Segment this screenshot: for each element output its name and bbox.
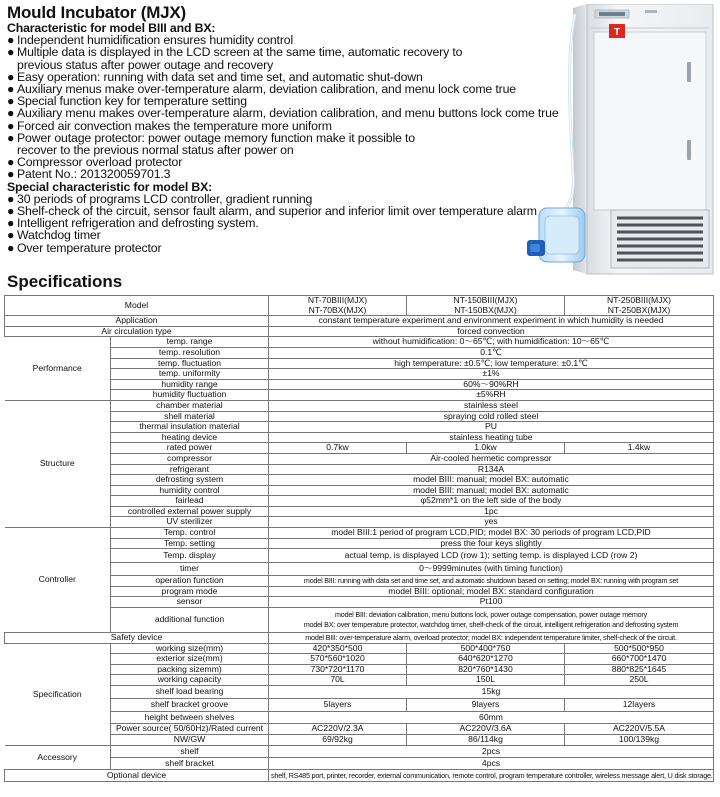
feature-text: Over temperature protector [17,240,162,255]
row-label: temp. resolution [111,347,269,358]
row-value: 86/114kg [407,735,565,746]
model-name: NT-70BX(MJX) [308,304,367,315]
row-label: temp. uniformity [111,369,269,380]
row-label: Temp. control [111,528,269,539]
table-row [5,586,714,597]
table-row [5,432,714,443]
group-label-performance: Performance [5,337,111,401]
feature-text: Compressor overload protector [17,155,183,170]
model-cell-1 [269,296,407,316]
model-name: NT-150BIII(MJX) [453,295,518,305]
row-value: 5layers [269,699,407,712]
feature-text: Watchdog timer [17,228,101,243]
row-label: program mode [111,586,269,597]
row-label: working size(mm) [111,643,269,654]
table-row [5,485,714,496]
table-row [5,686,714,699]
row-value: 70L [269,675,407,686]
row-label: fairlead [111,496,269,507]
bullet-icon: ● [7,191,15,206]
specifications-heading: Specifications [7,272,123,291]
row-value: high temperature: ±0.5℃; low temperature: ±0.1℃ [269,358,714,369]
row-label: operation function [111,576,269,587]
row-value: model BIII: running with data set and time set, and automatic shutdown based on setting; model BX: running with program set [269,576,714,587]
row-label: temp. range [111,337,269,348]
row-label: defrosting system [111,475,269,486]
feature-text: Power outage protector: power outage memory function make it possible to [17,130,415,145]
row-value: 60%～90%RH [269,379,714,390]
additional-function-line: model BIII: deviation calibration, menu buttons lock, power outage compensation, power outage memory [334,610,647,620]
row-value: 0.7kw [269,443,407,454]
table-row [5,758,714,770]
model-cell-2 [407,296,565,316]
table-row [5,712,714,724]
table-row [5,411,714,422]
row-value: 15kg [269,686,714,699]
row-label: UV sterilizer [111,517,269,528]
row-value: AC220V/3.6A [407,724,565,735]
model-cell-3 [565,296,714,316]
row-value: 9layers [407,699,565,712]
row-value: model BIII: over-temperature alarm, overload protector; model BX: independent temperature limiter, shelf-check of the circuit. [269,633,714,644]
feature-text: 30 periods of programs LCD controller, gradient running [17,191,313,206]
row-value: Air-cooled hermetic compressor [269,453,714,464]
brand-logo-mark: T [613,27,621,38]
row-value: 420*350*500 [269,643,407,654]
model-name: NT-250BX(MJX) [607,304,671,315]
table-row [5,654,714,665]
table-row [5,347,714,358]
row-value: 880*825*1645 [565,664,714,675]
row-label: packing sizemm) [111,664,269,675]
table-row [5,735,714,746]
table-row [5,633,714,644]
row-value: without humidification: 0～65℃; with humidification: 10～65℃ [269,337,714,348]
row-label: exterior size(mm) [111,654,269,665]
bullet-icon: ● [7,69,15,84]
feature-text: Special function key for temperature setting [17,94,247,109]
row-label: height between shelves [111,712,269,724]
row-value: 820*760*1430 [407,664,565,675]
row-label: Safety device [5,633,269,644]
feature-text: previous status after power outage and recovery [17,57,274,72]
product-description [0,0,720,270]
row-value: 660*700*1470 [565,654,714,665]
row-label: heating device [111,432,269,443]
row-label: Temp. display [111,549,269,563]
bullet-icon: ● [7,240,15,255]
bullet-icon: ● [7,216,15,231]
row-label: Optional device [5,770,269,782]
row-value: stainless heating tube [269,432,714,443]
row-value: forced convection [269,326,714,337]
row-value [269,608,714,633]
row-value: model BIII: manual; model BX: automatic [269,485,714,496]
row-value: yes [269,517,714,528]
table-row [5,517,714,528]
bullet-icon: ● [7,94,15,109]
row-value: spraying cold rolled steel [269,411,714,422]
table-row [5,422,714,433]
table-row [5,770,714,782]
bullet-icon: ● [7,118,15,133]
feature-text: Independent humidification ensures humidity control [17,33,294,48]
table-row [5,464,714,475]
table-row [5,475,714,486]
bullet-icon: ● [7,204,15,219]
bullet-icon: ● [7,106,15,121]
bullet-icon: ● [7,33,15,48]
row-value: 500*400*750 [407,643,565,654]
table-row [5,746,714,758]
row-label: thermal insulation material [111,422,269,433]
group-label-specification: Specification [5,643,111,745]
row-value: 1.4kw [565,443,714,454]
table-row [5,664,714,675]
feature-text: Multiple data is displayed in the LCD screen at the same time, automatic recovery to [17,45,463,60]
row-label: humidity range [111,379,269,390]
row-value: 69/92kg [269,735,407,746]
additional-function-line: model BX: over temperature protector, watchdog timer, shelf-check of the circuit, intelligent refrigeration and defrosting system [303,620,679,630]
row-value: 12layers [565,699,714,712]
feature-text: Intelligent refrigeration and defrosting system. [17,216,259,231]
table-row [5,699,714,712]
row-label: rated power [111,443,269,454]
table-row [5,724,714,735]
row-value: 60mm [269,712,714,724]
row-value: model BIII:1 period of program LCD,PID; model BX: 30 periods of program LCD,PID [269,528,714,539]
bullet-icon: ● [7,45,15,60]
row-value: φ52mm*1 on the left side of the body [269,496,714,507]
table-row [5,528,714,539]
row-label: chamber material [111,400,269,411]
feature-list [7,22,567,254]
row-value: Pt100 [269,597,714,608]
feature-heading: Special characteristic for model BX: [7,179,213,194]
row-value: 570*560*1020 [269,654,407,665]
row-label: Application [5,316,269,327]
row-value: model BIII: optional; model BX: standard configuration [269,586,714,597]
row-value: shelf, RS485 port, printer, recorder, external communication, remote control, program temperature controller, wireless message alert, U disk storage. [269,770,714,782]
table-row [5,597,714,608]
row-value: model BIII: manual; model BX: automatic [269,475,714,486]
row-label: Power source( 50/60Hz)/Rated current [111,724,269,735]
feature-text: Auxiliary menus make over-temperature alarm, deviation calibration, and menu lock come true [17,82,516,97]
row-label: humidity control [111,485,269,496]
table-row [5,643,714,654]
group-label-structure: Structure [5,400,111,527]
table-row [5,538,714,549]
table-row [5,563,714,576]
table-row [5,379,714,390]
row-value: 640*620*1270 [407,654,565,665]
row-value: 0.1℃ [269,347,714,358]
table-row [5,576,714,587]
row-value: 730*720*1170 [269,664,407,675]
row-label: refrigerant [111,464,269,475]
row-label: temp. fluctuation [111,358,269,369]
row-value: constant temperature experiment and environment experiment in which humidity is needed [269,316,714,327]
specifications-table [4,295,714,782]
row-value: 250L [565,675,714,686]
row-value: stainless steel [269,400,714,411]
page-title: Mould Incubator (MJX) [7,3,187,22]
row-value: 0～9999minutes (with timing function) [269,563,714,576]
feature-text: recover to the previous normal status after power on [17,143,294,158]
bullet-icon: ● [7,130,15,145]
feature-bullet-item [7,242,567,254]
row-label: shell material [111,411,269,422]
bullet-icon: ● [7,167,15,182]
table-row [5,316,714,327]
table-row [5,675,714,686]
row-label: shelf [111,746,269,758]
row-value: ±5%RH [269,390,714,401]
feature-text: Easy operation: running with data set and time set, and automatic shut-down [17,69,423,84]
bullet-icon: ● [7,82,15,97]
row-value: PU [269,422,714,433]
model-name: NT-70BIII(MJX) [307,295,368,305]
row-label: shelf load bearing [111,686,269,699]
row-label: compressor [111,453,269,464]
row-value: 2pcs [269,746,714,758]
table-row [5,400,714,411]
row-label: humidity fluctuation [111,390,269,401]
row-label: Air circulation type [5,326,269,337]
table-row [5,358,714,369]
table-row [5,506,714,517]
row-label: timer [111,563,269,576]
feature-text: Forced air convection makes the temperature more uniform [17,118,332,133]
table-row [5,296,714,316]
row-value: 150L [407,675,565,686]
row-value: R134A [269,464,714,475]
group-label-controller: Controller [5,528,111,633]
row-value: 500*500*950 [565,643,714,654]
feature-text: Auxiliary menu makes over-temperature alarm, deviation calibration, and menu buttons lock come true [17,106,559,121]
table-row [5,326,714,337]
row-value: actual temp. is displayed LCD (row 1); setting temp. is displayed LCD (row 2) [269,549,714,563]
row-label: shelf bracket [111,758,269,770]
row-value: 1.0kw [407,443,565,454]
row-value: 1pc [269,506,714,517]
row-value: AC220V/5.5A [565,724,714,735]
row-value: ±1% [269,369,714,380]
row-label: sensor [111,597,269,608]
row-label-model: Model [5,296,269,316]
table-row [5,496,714,507]
table-row [5,608,714,633]
table-row [5,337,714,348]
table-row [5,443,714,454]
feature-heading: Characteristic for model BIII and BX: [7,21,216,35]
row-label: working capacity [111,675,269,686]
row-value: AC220V/2.3A [269,724,407,735]
feature-bullet-item [7,168,567,180]
row-value: 4pcs [269,758,714,770]
row-label: shelf bracket groove [111,699,269,712]
row-label: NW/GW [111,735,269,746]
row-label: Temp. setting [111,538,269,549]
table-row [5,369,714,380]
bullet-icon: ● [7,155,15,170]
row-value: 100/139kg [565,735,714,746]
incubator-product-image [525,4,715,276]
row-label: additional function [111,608,269,633]
table-row [5,453,714,464]
model-name: NT-250BIII(MJX) [607,295,671,305]
group-label-accessory: Accessory [5,746,111,770]
bullet-icon: ● [7,228,15,243]
feature-text: Patent No.: 201320059701.3 [17,167,171,182]
table-row [5,549,714,563]
row-value: press the four keys slightly [269,538,714,549]
table-row [5,390,714,401]
feature-text: Shelf-check of the circuit, sensor fault alarm, and superior and inferior limit over temperature alarm [17,204,537,219]
row-label: controlled external power supply [111,506,269,517]
model-name: NT-150BX(MJX) [454,304,517,315]
